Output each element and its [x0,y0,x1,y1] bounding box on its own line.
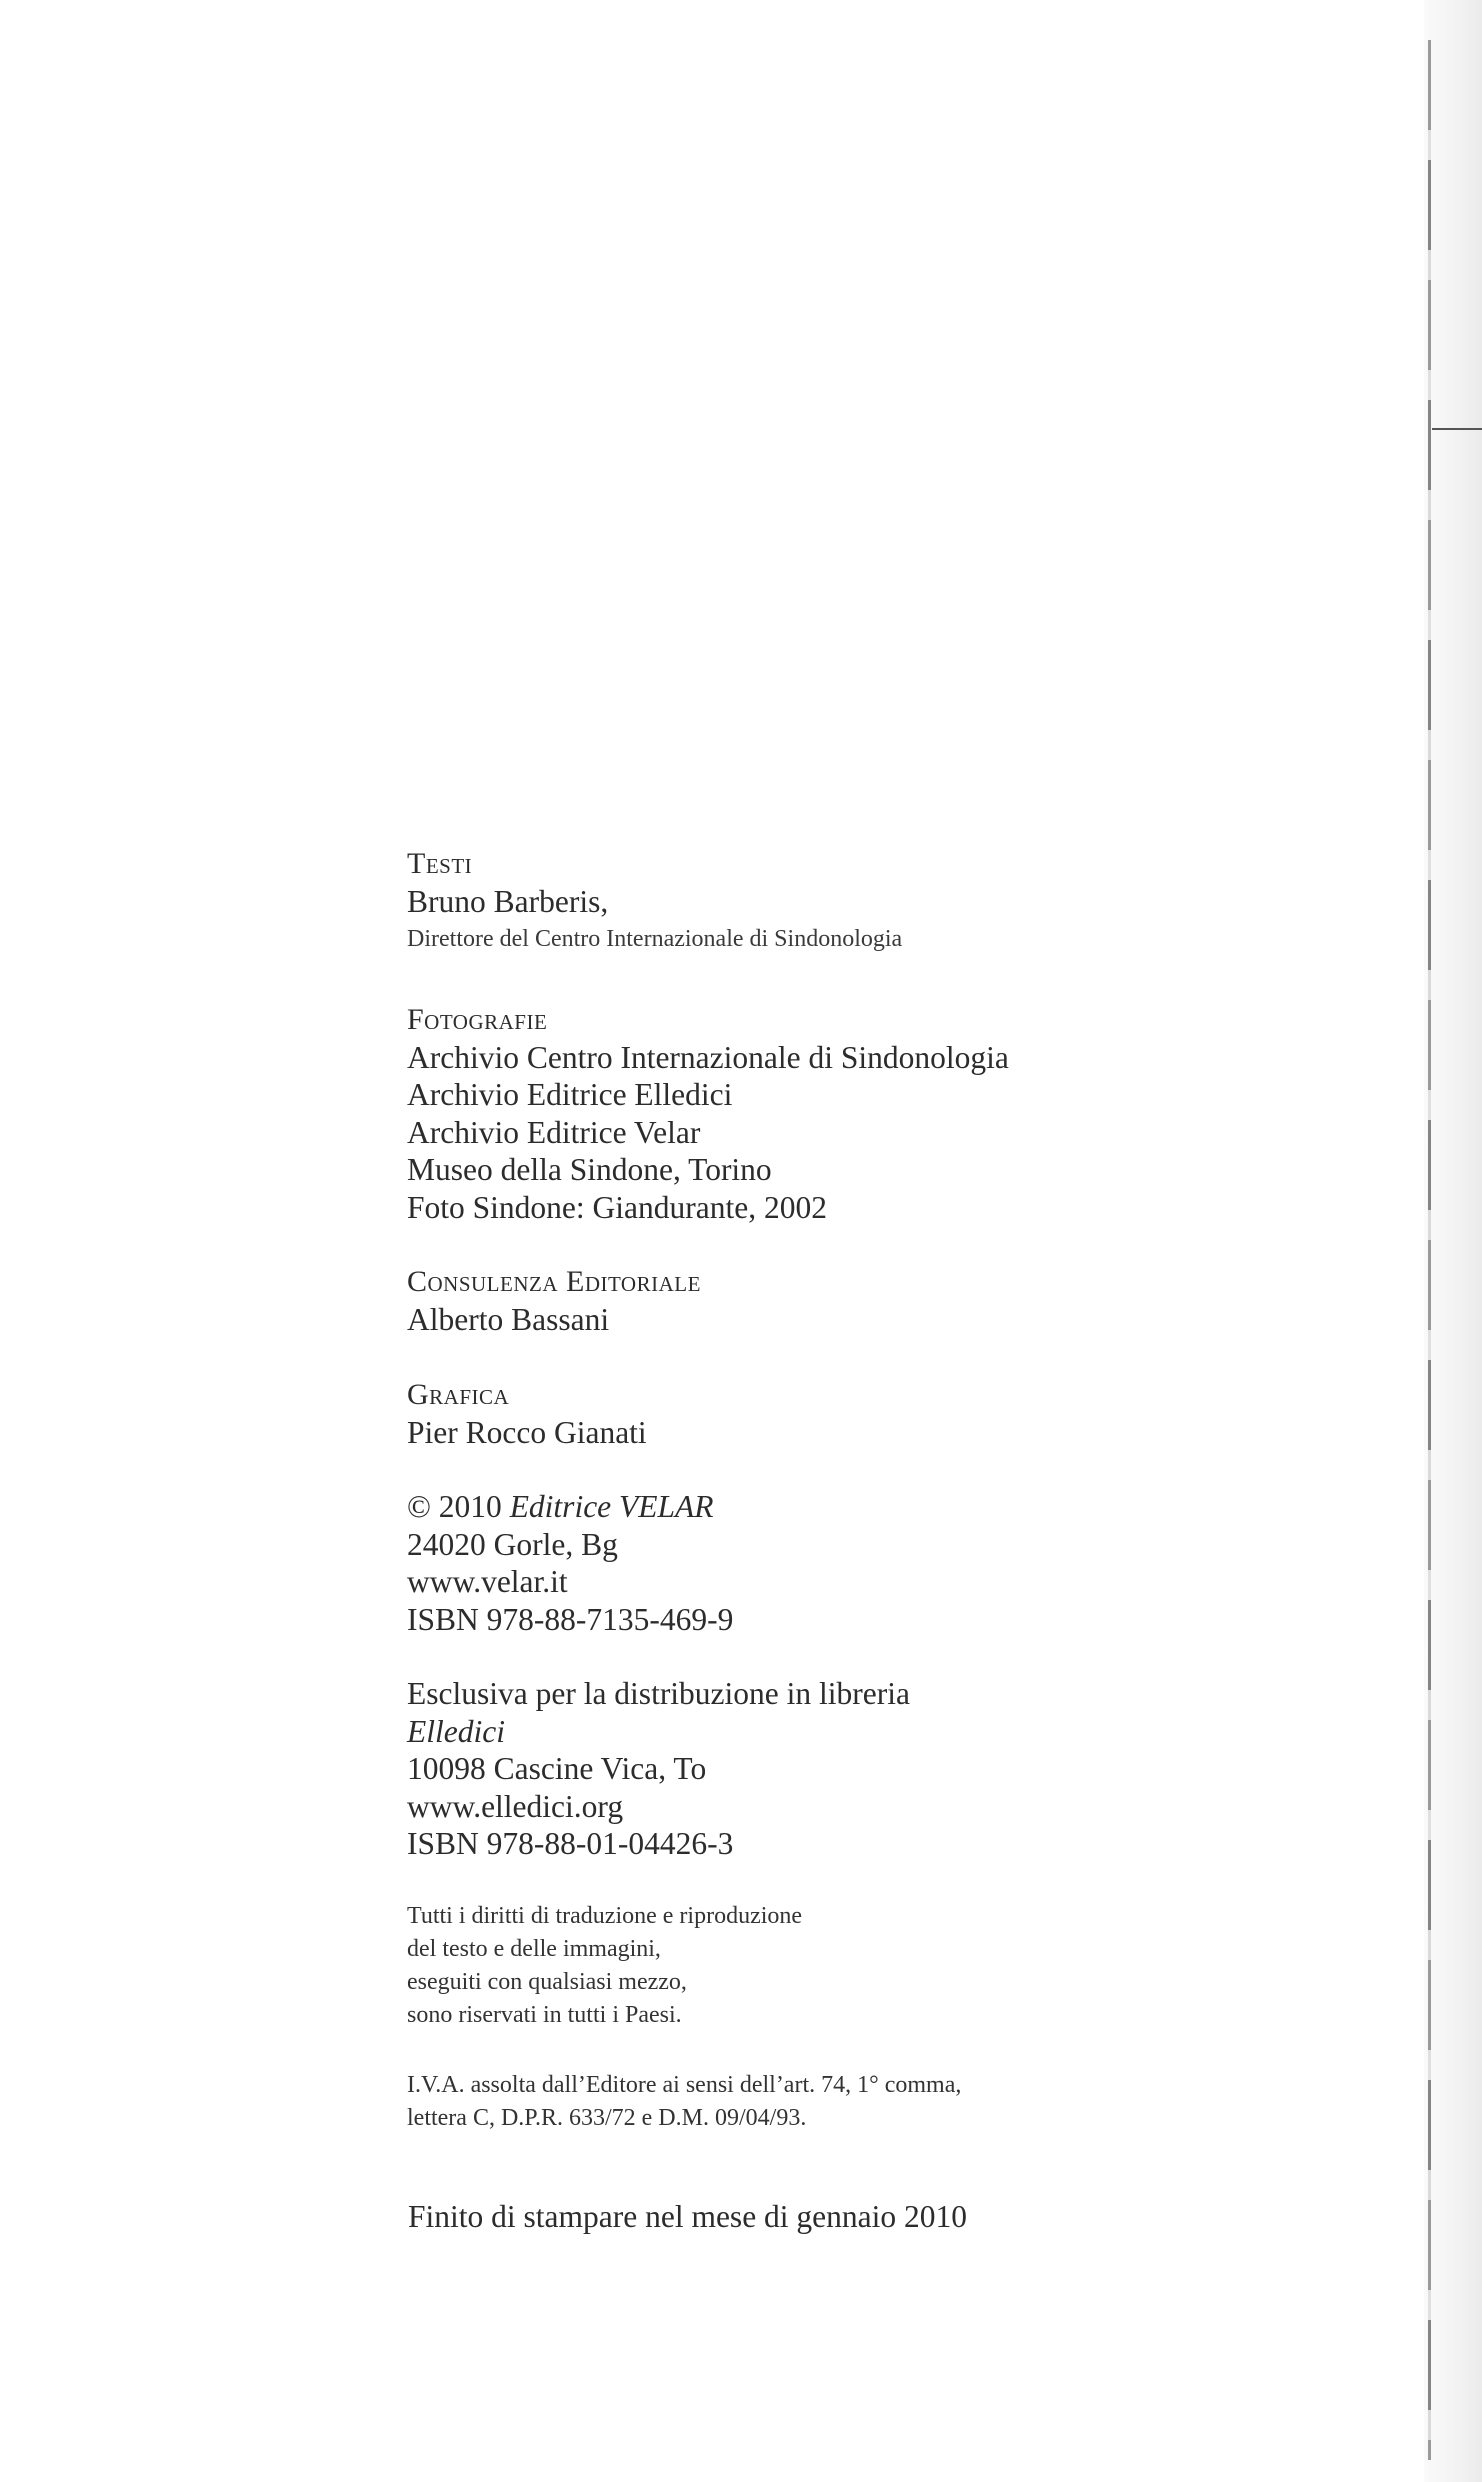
rights-line: sono riservati in tutti i Paesi. [407,2001,682,2028]
fotografie-item: Foto Sindone: Giandurante, 2002 [407,1189,827,1225]
publisher-isbn: ISBN 978-88-7135-469-9 [407,1601,734,1637]
testi-heading: Testi [407,847,473,880]
fotografie-item: Archivio Editrice Velar [407,1114,701,1150]
fotografie-item: Archivio Centro Internazionale di Sindonologia [407,1039,1009,1075]
rights-line: Tutti i diritti di traduzione e riproduzione [407,1902,803,1929]
rights-line: del testo e delle immagini, [407,1935,661,1962]
imprint-block [407,845,1367,2135]
fotografie-item: Archivio Editrice Elledici [407,1077,733,1112]
testi-role: Direttore del Centro Internazionale di Sindonologia [407,925,903,952]
grafica-name: Pier Rocco Gianati [407,1414,647,1450]
copyright-line [407,1488,1367,1526]
rights-notice [407,1900,1367,2032]
consulenza-name: Alberto Bassani [407,1302,610,1337]
iva-line: I.V.A. assolta dall’Editore ai sensi dell’art. 74, 1° comma, [407,2071,962,2098]
distributor-name: Elledici [407,1713,505,1749]
publisher-website: www.velar.it [407,1564,568,1599]
iva-notice [407,2069,1367,2135]
colophon: Finito di stampare nel mese di gennaio 2010 [408,2199,968,2234]
testi-author: Bruno Barberis, [407,884,609,919]
consulenza-heading: Consulenza Editoriale [407,1265,701,1298]
grafica-heading: Grafica [407,1377,510,1411]
scan-page-edge [1424,0,1482,2482]
distribution-intro: Esclusiva per la distribuzione in libreria [407,1676,910,1711]
binding-edge [1428,40,1431,2460]
distribution-section [407,1675,1367,1863]
fotografie-item: Museo della Sindone, Torino [407,1152,772,1187]
publisher-address: 24020 Gorle, Bg [407,1526,618,1562]
fotografie-section [407,1001,1367,1227]
testi-section [407,845,1367,957]
consulenza-section [407,1263,1367,1339]
distributor-address: 10098 Cascine Vica, To [407,1751,707,1786]
publisher-name: Editrice VELAR [509,1489,714,1524]
distributor-isbn: ISBN 978-88-01-04426-3 [407,1826,734,1861]
copyright-prefix: © 2010 [407,1489,502,1524]
rights-line: eseguiti con qualsiasi mezzo, [407,1968,687,1995]
publisher-section [407,1488,1367,1638]
distributor-website: www.elledici.org [407,1788,624,1824]
fotografie-heading: Fotografie [407,1002,548,1036]
iva-line: lettera C, D.P.R. 633/72 e D.M. 09/04/93. [407,2104,807,2131]
edge-mark [1432,428,1482,430]
grafica-section [407,1376,1367,1452]
